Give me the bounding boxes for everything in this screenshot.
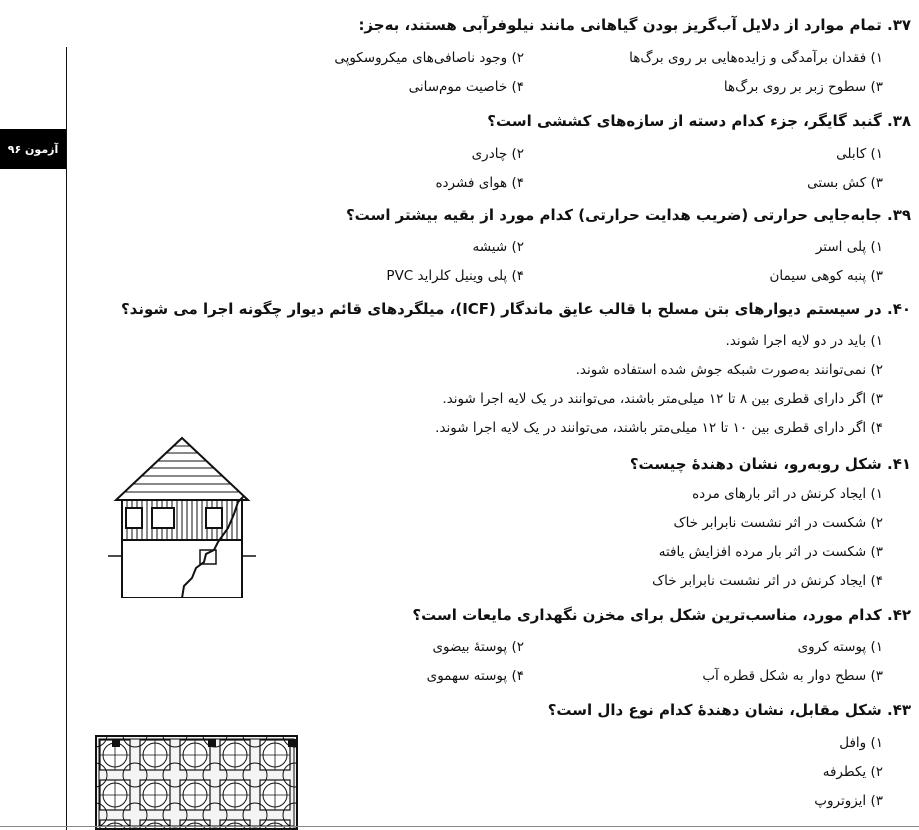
question-37: ۳۷. تمام موارد از دلایل آب‌گریز بودن گیاهانی مانند نیلوفرآبی هستند، به‌جز: [358, 16, 911, 34]
q39-option-1: ۱) پلی استر [815, 239, 883, 255]
waffle-slab-figure [95, 735, 298, 830]
q41-option-3: ۳) شکست در اثر بار مرده افزایش یافته [658, 544, 883, 560]
q43-option-2: ۲) یکطرفه [822, 764, 883, 780]
question-43: ۴۳. شکل مقابل، نشان دهندهٔ کدام نوع دال است؟ [547, 701, 911, 719]
q42-option-4: ۴) پوسته سهموی [426, 668, 524, 684]
q38-option-1: ۱) کابلی [836, 146, 883, 162]
q38-option-4: ۴) هوای فشرده [435, 175, 524, 191]
q37-option-3: ۳) سطوح زبر بر روی برگ‌ها [723, 79, 883, 95]
question-42: ۴۲. کدام مورد، مناسب‌ترین شکل برای مخزن نگهداری مایعات است؟ [412, 606, 911, 624]
q42-option-1: ۱) پوسته کروی [797, 639, 883, 655]
q42-option-2: ۲) پوستهٔ بیضوی [432, 639, 524, 655]
q37-option-2: ۲) وجود ناصافی‌های میکروسکوپی [334, 50, 524, 66]
question-39: ۳۹. جابه‌جایی حرارتی (ضریب هدایت حرارتی) کدام مورد از بقیه بیشتر است؟ [345, 206, 911, 224]
q39-option-3: ۳) پنبه کوهی سیمان [769, 268, 883, 284]
q41-option-4: ۴) ایجاد کرنش در اثر نشست نابرابر خاک [652, 573, 883, 589]
q43-option-1: ۱) وافل [839, 735, 883, 751]
q39-option-2: ۲) شیشه [472, 239, 524, 255]
question-40: ۴۰. در سیستم دیوارهای بتن مسلح با قالب عایق ماندگار (ICF)، میلگردهای قائم دیوار چگونه اجرا می شوند؟ [120, 300, 911, 318]
q42-option-3: ۳) سطح دوار به شکل قطره آب [702, 668, 883, 684]
q38-option-2: ۲) چادری [471, 146, 524, 162]
q40-option-1: ۱) باید در دو لایه اجرا شوند. [725, 333, 883, 349]
q40-option-2: ۲) نمی‌توانند به‌صورت شبکه جوش شده استفاده شوند. [575, 362, 883, 378]
q37-option-1: ۱) فقدان برآمدگی و زایده‌هایی بر روی برگ‌ها [629, 50, 883, 66]
q40-option-3: ۳) اگر دارای قطری بین ۸ تا ۱۲ میلی‌متر باشند، می‌توانند در یک لایه اجرا شوند. [442, 391, 883, 407]
q43-option-3: ۳) ایزوتروپ [814, 793, 883, 809]
q41-option-2: ۲) شکست در اثر نشست نابرابر خاک [673, 515, 883, 531]
exam-side-tab: آزمون ۹۶ [0, 129, 66, 169]
q38-option-3: ۳) کش بستی [807, 175, 883, 191]
q40-option-4: ۴) اگر دارای قطری بین ۱۰ تا ۱۲ میلی‌متر باشند، می‌توانند در یک لایه اجرا شوند. [435, 420, 883, 436]
question-38: ۳۸. گنبد گایگر، جزء کدام دسته از سازه‌های کششی است؟ [487, 112, 911, 130]
margin-line [66, 47, 67, 830]
q39-option-4: ۴) پلی وینیل کلراید PVC [386, 268, 524, 284]
cracked-house-figure [106, 436, 258, 598]
page-bottom-edge [0, 826, 919, 827]
q37-option-4: ۴) خاصیت موم‌سانی [408, 79, 524, 95]
question-41: ۴۱. شکل روبه‌رو، نشان دهندهٔ چیست؟ [629, 455, 911, 473]
q41-option-1: ۱) ایجاد کرنش در اثر بارهای مرده [692, 486, 883, 502]
